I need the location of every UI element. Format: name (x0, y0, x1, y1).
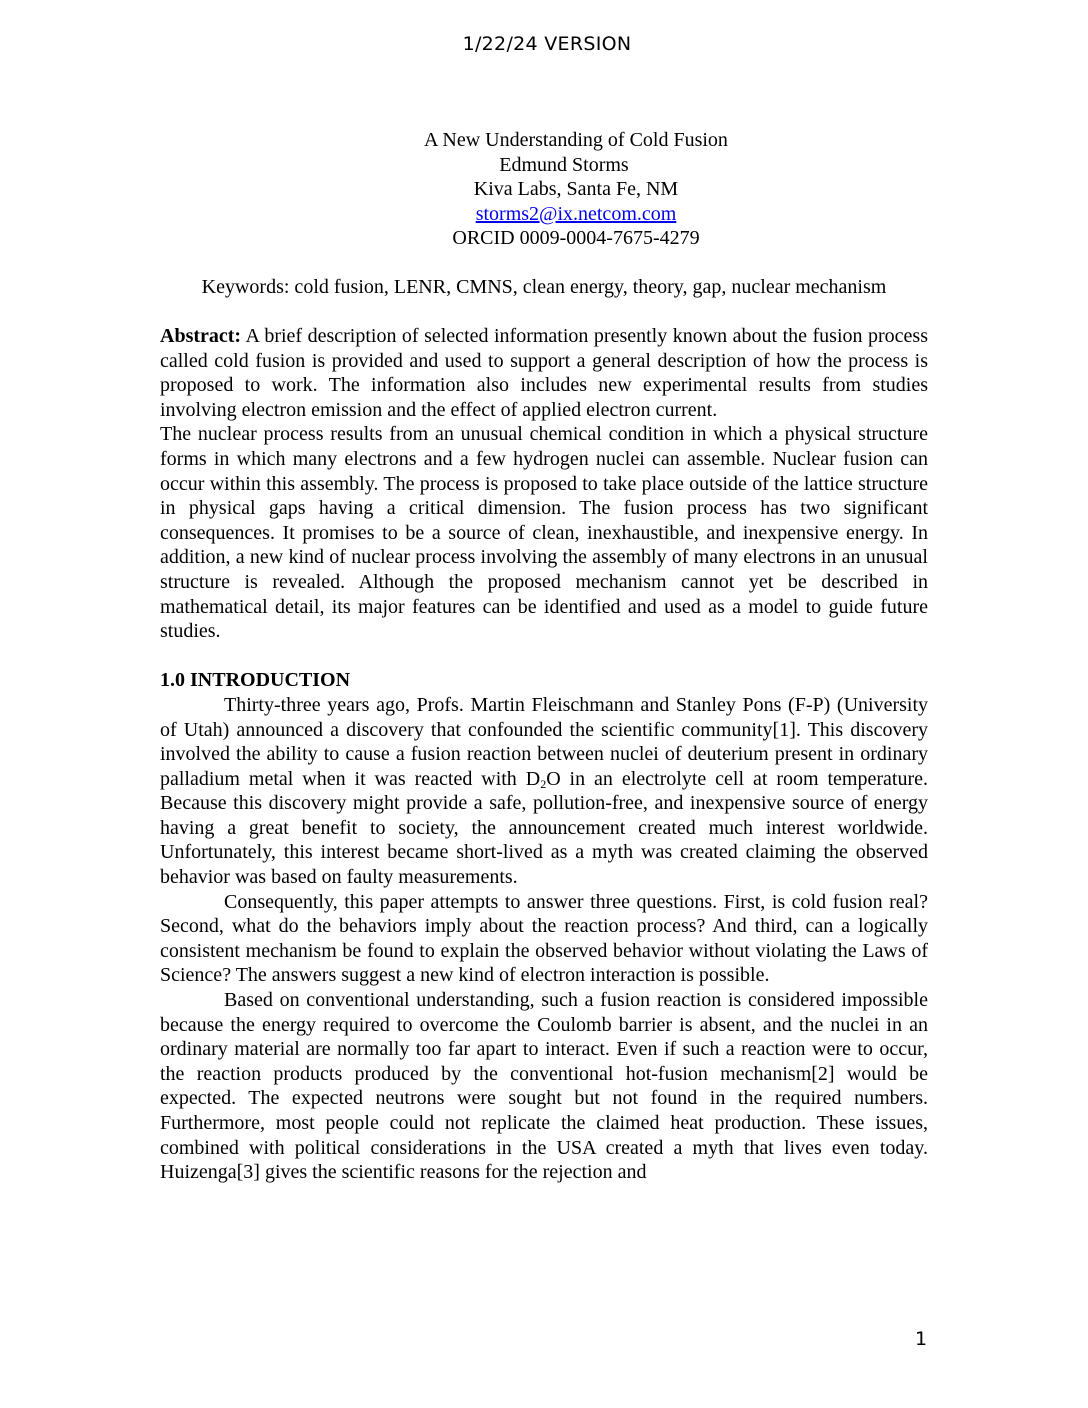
paper-body (160, 324, 928, 1185)
abstract-paragraph-1 (160, 324, 928, 422)
abstract-text-1: A brief description of selected information presently known about the fusion process called cold fusion is provided and used to support a general description of how the process is proposed to work. The information also includes new experimental results from studies involving electron emission and the effect of applied electron current. (160, 325, 928, 421)
version-header: 1/22/24 VERSION (462, 33, 632, 55)
abstract-label: Abstract: (160, 325, 242, 347)
email-link[interactable]: storms2@ix.netcom.com (475, 202, 677, 225)
author-name: Edmund Storms (499, 153, 629, 176)
intro-paragraph-1 (160, 693, 928, 890)
abstract-paragraph-2: The nuclear process results from an unusual chemical condition in which a physical structure forms in which many electrons and a few hydrogen nuclei can assemble. Nuclear fusion can occur within this assembly. The process is proposed to take place outside of the lattice structure in physical gaps having a critical dimension. The fusion process has two significant consequences. It promises to be a source of clean, inexhaustible, and inexpensive energy. In addition, a new kind of nuclear process involving the assembly of many electrons in an unusual structure is revealed. Although the proposed mechanism cannot yet be described in mathematical detail, its major features can be identified and used as a model to guide future studies. (160, 423, 928, 643)
intro-paragraph-1-part-b: O in an electrolyte cell at room temperature. Because this discovery might provide a safe, pollution-free, and inexpensive source of energy having a great benefit to society, the announcement created much interest worldwide. Unfortunately, this interest became short-lived as a myth was created claiming the observed behavior was based on faulty measurements. (160, 767, 928, 889)
intro-paragraph-2: Consequently, this paper attempts to answer three questions. First, is cold fusion real? Second, what do the behaviors imply about the reaction process? And third, can a logically consistent mechanism be found to explain the observed behavior without violating the Laws of Science? The answers suggest a new kind of electron interaction is possible. (160, 890, 928, 987)
subscript-2: 2 (540, 776, 547, 791)
keywords: Keywords: cold fusion, LENR, CMNS, clean energy, theory, gap, nuclear mechanism (201, 276, 887, 298)
page-number: 1 (915, 1328, 928, 1350)
title-block (353, 128, 799, 251)
intro-paragraph-3: Based on conventional understanding, such a fusion reaction is considered impossible because the energy required to overcome the Coulomb barrier is absent, and the nuclei in an ordinary material are normally too far apart to interact. Even if such a reaction were to occur, the reaction products produced by the conventional hot-fusion mechanism[2] would be expected. The expected neutrons were sought but not found in the required numbers. Furthermore, most people could not replicate the claimed heat production. These issues, combined with political considerations in the USA created a myth that lives even today. Huizenga[3] gives the scientific reasons for the rejection and (160, 989, 928, 1184)
intro-paragraph-1-part-a: Thirty-three years ago, Profs. Martin Fleischmann and Stanley Pons (F-P) (University of Utah) announced a discovery that confounded the scientific community[1]. This discovery involved the ability to cause a fusion reaction between nuclei of deuterium present in ordinary palladium metal when it was reacted with D (160, 693, 928, 790)
affiliation: Kiva Labs, Santa Fe, NM (473, 178, 679, 201)
section-heading-introduction: 1.0 INTRODUCTION (160, 669, 351, 692)
paper-title: A New Understanding of Cold Fusion (424, 129, 728, 151)
orcid: ORCID 0009-0004-7675-4279 (452, 227, 700, 250)
